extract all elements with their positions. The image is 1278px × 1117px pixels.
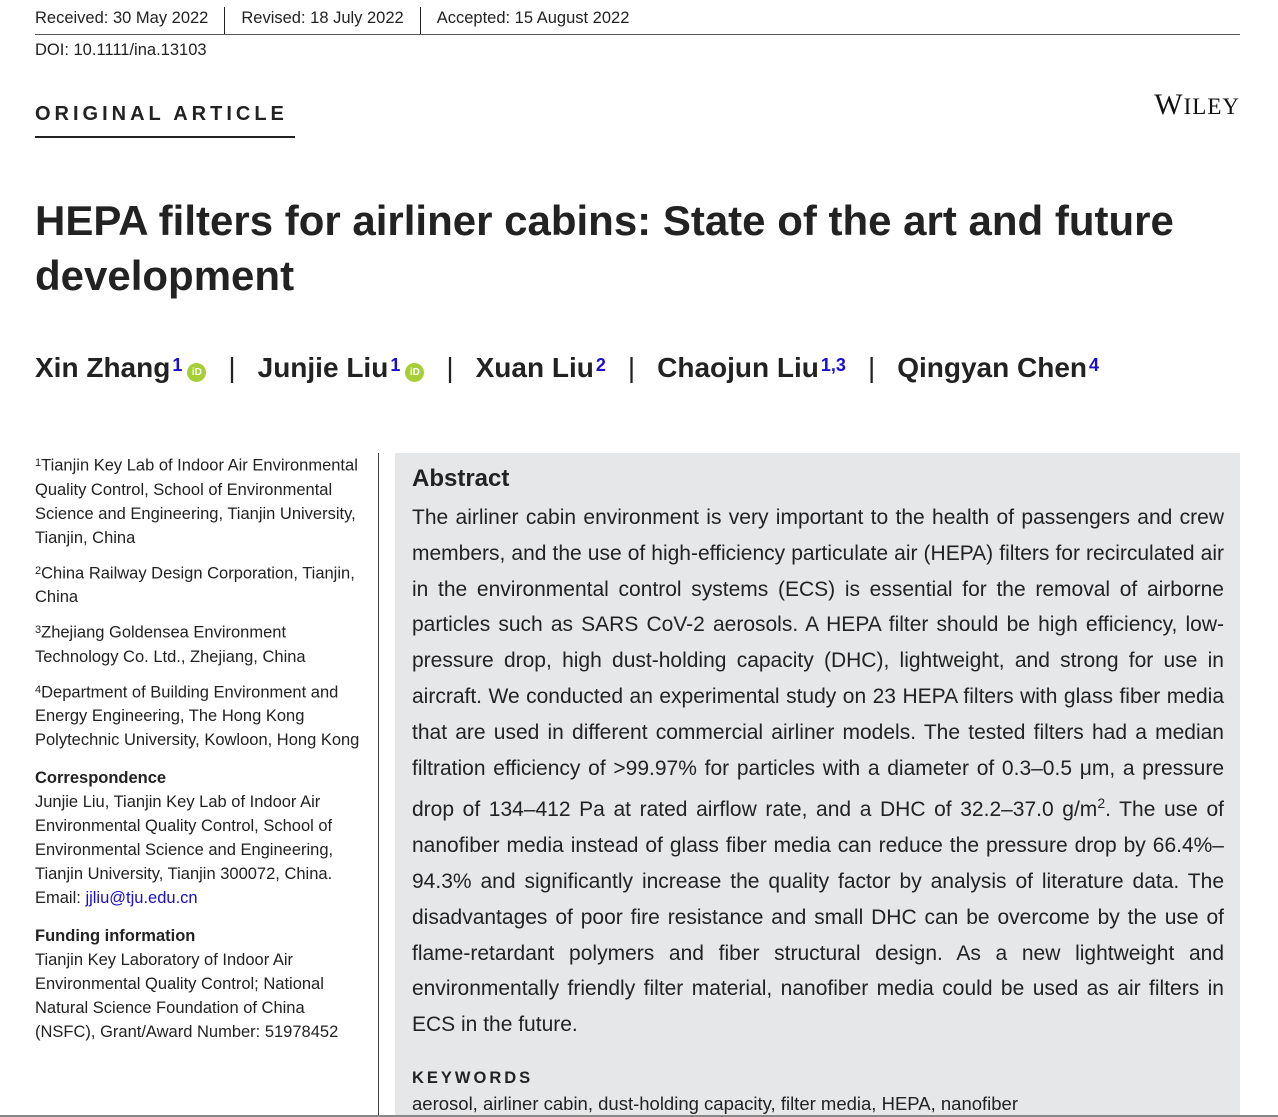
email-link[interactable]: jjliu@tju.edu.cn: [85, 889, 198, 907]
accepted-date: Accepted: 15 August 2022: [420, 7, 646, 35]
orcid-icon[interactable]: iD: [187, 363, 206, 382]
sidebar-info: [35, 449, 365, 1044]
keywords-heading: KEYWORDS: [412, 1069, 534, 1087]
author-separator: |: [446, 352, 454, 383]
publisher-logo-initial: W: [1154, 88, 1184, 121]
correspondence-text: Junjie Liu, Tianjin Key Lab of Indoor Air Environmental Quality Control, School of Environmental Science and Engineering, Tianjin University, Tianjin 300072, China. Email: jjliu@tju.edu.cn: [35, 793, 334, 907]
author-xin-zhang[interactable]: Xin Zhang $^1$ iD: [35, 352, 206, 384]
affiliation-1: $^1$Tianjin Key Lab of Indoor Air Environmental Quality Control, School of Environmental Science and Engineering, Tianjin University, Tianjin, China: [35, 456, 358, 547]
orcid-icon[interactable]: iD: [405, 363, 424, 382]
author-separator: |: [627, 352, 636, 383]
abstract-heading: Abstract: [412, 465, 510, 492]
header-rule: [35, 34, 1240, 35]
revised-date: Revised: 18 July 2022: [224, 7, 419, 35]
affiliation-2: $^2$China Railway Design Corporation, Tianjin, China: [35, 564, 355, 606]
abstract-text: The airliner cabin environment is very important to the health of passengers and crew members, and the use of high-efficiency particulate air (HEPA) filters for recirculated air in the environmental control systems (ECS) is essential for the removal of airborne particles such as SARS CoV-2 aerosols. A HEPA filter should be high efficiency, low-pressure drop, high dust-holding capacity (DHC), lightweight, and strong for use in aircraft. We conducted an experimental study on 23 HEPA filters with glass fiber media that are used in different commercial airliner models. The tested filters had a median filtration efficiency of >99.97% for particles with a diameter of 0.3–0.5 μm, a pressure drop of 134–412 Pa at rated airflow rate, and a DHC of 32.2–37.0 $g/m^2$. The use of nanofiber media instead of glass fiber media can reduce the pressure drop by 66.4%–94.3% and significantly increase the quality factor by analysis of literature data. The disadvantages of poor fire resistance and small DHC can be overcome by the use of flame-retardant polymers and fiber structural design. As a new lightweight and environmentally friendly filter material, nanofiber media could be used as air filters in ECS in the future.: [412, 506, 1224, 1037]
publisher-logo: [1154, 88, 1240, 122]
article-type: ORIGINAL ARTICLE: [35, 103, 288, 125]
author-qingyan-chen[interactable]: Qingyan Chen $^4$: [897, 352, 1100, 383]
affiliation-4: $^4$Department of Building Environment and Energy Engineering, The Hong Kong Polytechnic University, Kowloon, Hong Kong: [35, 683, 360, 749]
article-title: HEPA filters for airliner cabins: State of the art and future development: [35, 197, 1174, 299]
author-separator: |: [867, 352, 876, 383]
funding-information: [35, 924, 365, 1044]
affiliation-3: $^3$Zhejiang Goldensea Environment Technology Co. Ltd., Zhejiang, China: [35, 623, 306, 666]
funding-text: Tianjin Key Laboratory of Indoor Air Environmental Quality Control; National Natural Science Foundation of China (NSFC), Grant/Award Number: 51978452: [35, 951, 339, 1041]
author-junjie-liu[interactable]: Junjie Liu $^1$ iD: [258, 352, 425, 384]
correspondence-heading: Correspondence: [35, 769, 167, 787]
abstract-box: [395, 453, 1240, 1117]
author-xuan-liu[interactable]: Xuan Liu $^2$: [475, 352, 606, 383]
doi[interactable]: DOI: 10.1111/ina.13103: [35, 41, 207, 59]
column-divider: [378, 453, 379, 1117]
author-separator: |: [228, 352, 236, 383]
funding-heading: Funding information: [35, 927, 196, 945]
received-date: Received: 30 May 2022: [35, 9, 209, 27]
publisher-logo-rest: ILEY: [1183, 94, 1240, 119]
article-history: [35, 7, 645, 35]
correspondence: [35, 766, 365, 910]
keywords-list: aerosol, airliner cabin, dust-holding capacity, filter media, HEPA, nanofiber: [412, 1093, 1019, 1114]
article-type-underline: [35, 136, 295, 138]
author-chaojun-liu[interactable]: Chaojun Liu $^{1,3}$: [657, 352, 846, 383]
author-list: [35, 352, 1099, 384]
